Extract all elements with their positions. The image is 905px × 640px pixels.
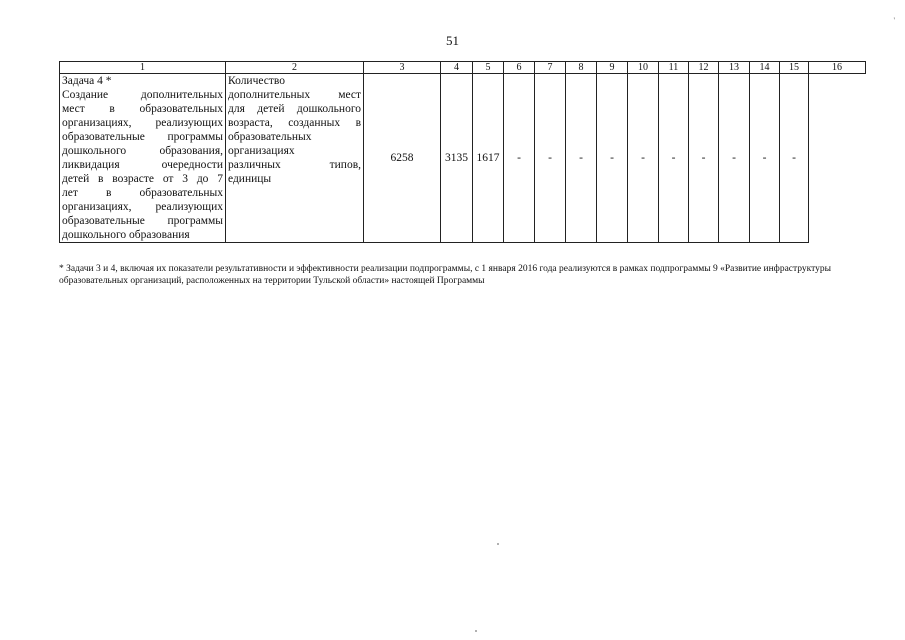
indicator-line: дополнительных мест	[228, 89, 361, 101]
column-number: 1	[60, 62, 226, 74]
indicator-line: единицы	[228, 173, 272, 185]
value-cell: -	[504, 74, 535, 243]
column-number: 12	[689, 62, 719, 74]
column-number: 15	[780, 62, 809, 74]
column-number: 7	[535, 62, 566, 74]
value-cell: -	[689, 74, 719, 243]
task-line: образовательные программы	[62, 131, 223, 143]
value-cell: -	[659, 74, 689, 243]
task-line: образовательные программы	[62, 215, 223, 227]
task-line: дошкольного образования,	[62, 145, 223, 157]
indicator-line: организациях	[228, 145, 295, 157]
page-number: 51	[446, 33, 459, 48]
scan-speck	[497, 543, 499, 545]
program-table	[59, 61, 866, 243]
value-cell: -	[750, 74, 780, 243]
column-number: 8	[566, 62, 597, 74]
indicator-line: для детей дошкольного	[228, 103, 361, 115]
value-cell: -	[780, 74, 809, 243]
task-line: организациях, реализующих	[62, 201, 223, 213]
value-cell: 1617	[473, 74, 504, 243]
indicator-line: различных типов,	[228, 159, 361, 171]
value-cell: 6258	[364, 74, 441, 243]
indicator-cell	[226, 74, 364, 243]
task-line: детей в возрасте от 3 до 7	[62, 173, 223, 185]
task-line: ликвидация очередности	[62, 159, 223, 171]
task-line: Задача 4 *	[62, 75, 112, 87]
task-line: дошкольного образования	[62, 229, 190, 241]
column-number: 14	[750, 62, 780, 74]
task-line: организациях, реализующих	[62, 117, 223, 129]
indicator-line: возраста, созданных в	[228, 117, 361, 129]
scan-speck	[475, 630, 477, 632]
column-number: 13	[719, 62, 750, 74]
table-row	[60, 74, 866, 243]
column-number: 16	[809, 62, 866, 74]
column-number: 2	[226, 62, 364, 74]
column-number-row	[60, 62, 866, 74]
value-cell: -	[535, 74, 566, 243]
value-cell: -	[719, 74, 750, 243]
column-number: 4	[441, 62, 473, 74]
task-cell	[60, 74, 226, 243]
corner-mark: '	[893, 16, 895, 25]
column-number: 3	[364, 62, 441, 74]
value-cell: -	[566, 74, 597, 243]
column-number: 5	[473, 62, 504, 74]
column-number: 9	[597, 62, 628, 74]
task-line: Создание дополнительных	[62, 89, 223, 101]
indicator-line: образовательных	[228, 131, 312, 143]
task-line: мест в образовательных	[62, 103, 223, 115]
value-cell: -	[628, 74, 659, 243]
value-cell: 3135	[441, 74, 473, 243]
value-cell: -	[597, 74, 628, 243]
footnote: * Задачи 3 и 4, включая их показатели результативности и эффективности реализации подпрограммы, с 1 января 2016 года реализуются в рамках подпрограммы 9 «Развитие инфраструктуры образовательных организаций, расположенных на территории Тульской области» настоящей Программы	[59, 264, 832, 286]
column-number: 11	[659, 62, 689, 74]
task-line: лет в образовательных	[62, 187, 223, 199]
column-number: 10	[628, 62, 659, 74]
column-number: 6	[504, 62, 535, 74]
indicator-line: Количество	[228, 75, 285, 87]
